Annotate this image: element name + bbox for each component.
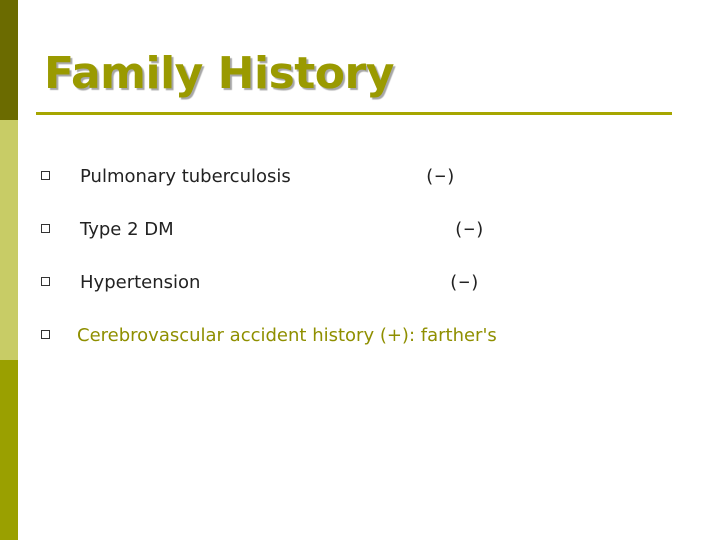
list-item-pulmonary-tb [0,162,720,192]
item-value: (−) [453,219,486,240]
item-label: Type 2 DM [80,219,174,240]
item-value: (−) [448,272,481,293]
list-item-type2-dm [0,215,720,245]
sidebar-stripe-top [0,0,18,120]
item-label: Cerebrovascular accident history (+): farther's [77,325,497,346]
sidebar-stripe-bottom [0,360,18,540]
slide-title: Family History [44,48,394,99]
square-bullet-icon [41,224,50,233]
list-item-hypertension [0,268,720,298]
item-value: (−) [424,166,457,187]
item-label: Pulmonary tuberculosis [80,166,291,187]
square-bullet-icon [41,277,50,286]
item-label: Hypertension [80,272,201,293]
title-underline [36,112,672,115]
square-bullet-icon [41,330,50,339]
list-item-cva-history [0,321,720,351]
square-bullet-icon [41,171,50,180]
